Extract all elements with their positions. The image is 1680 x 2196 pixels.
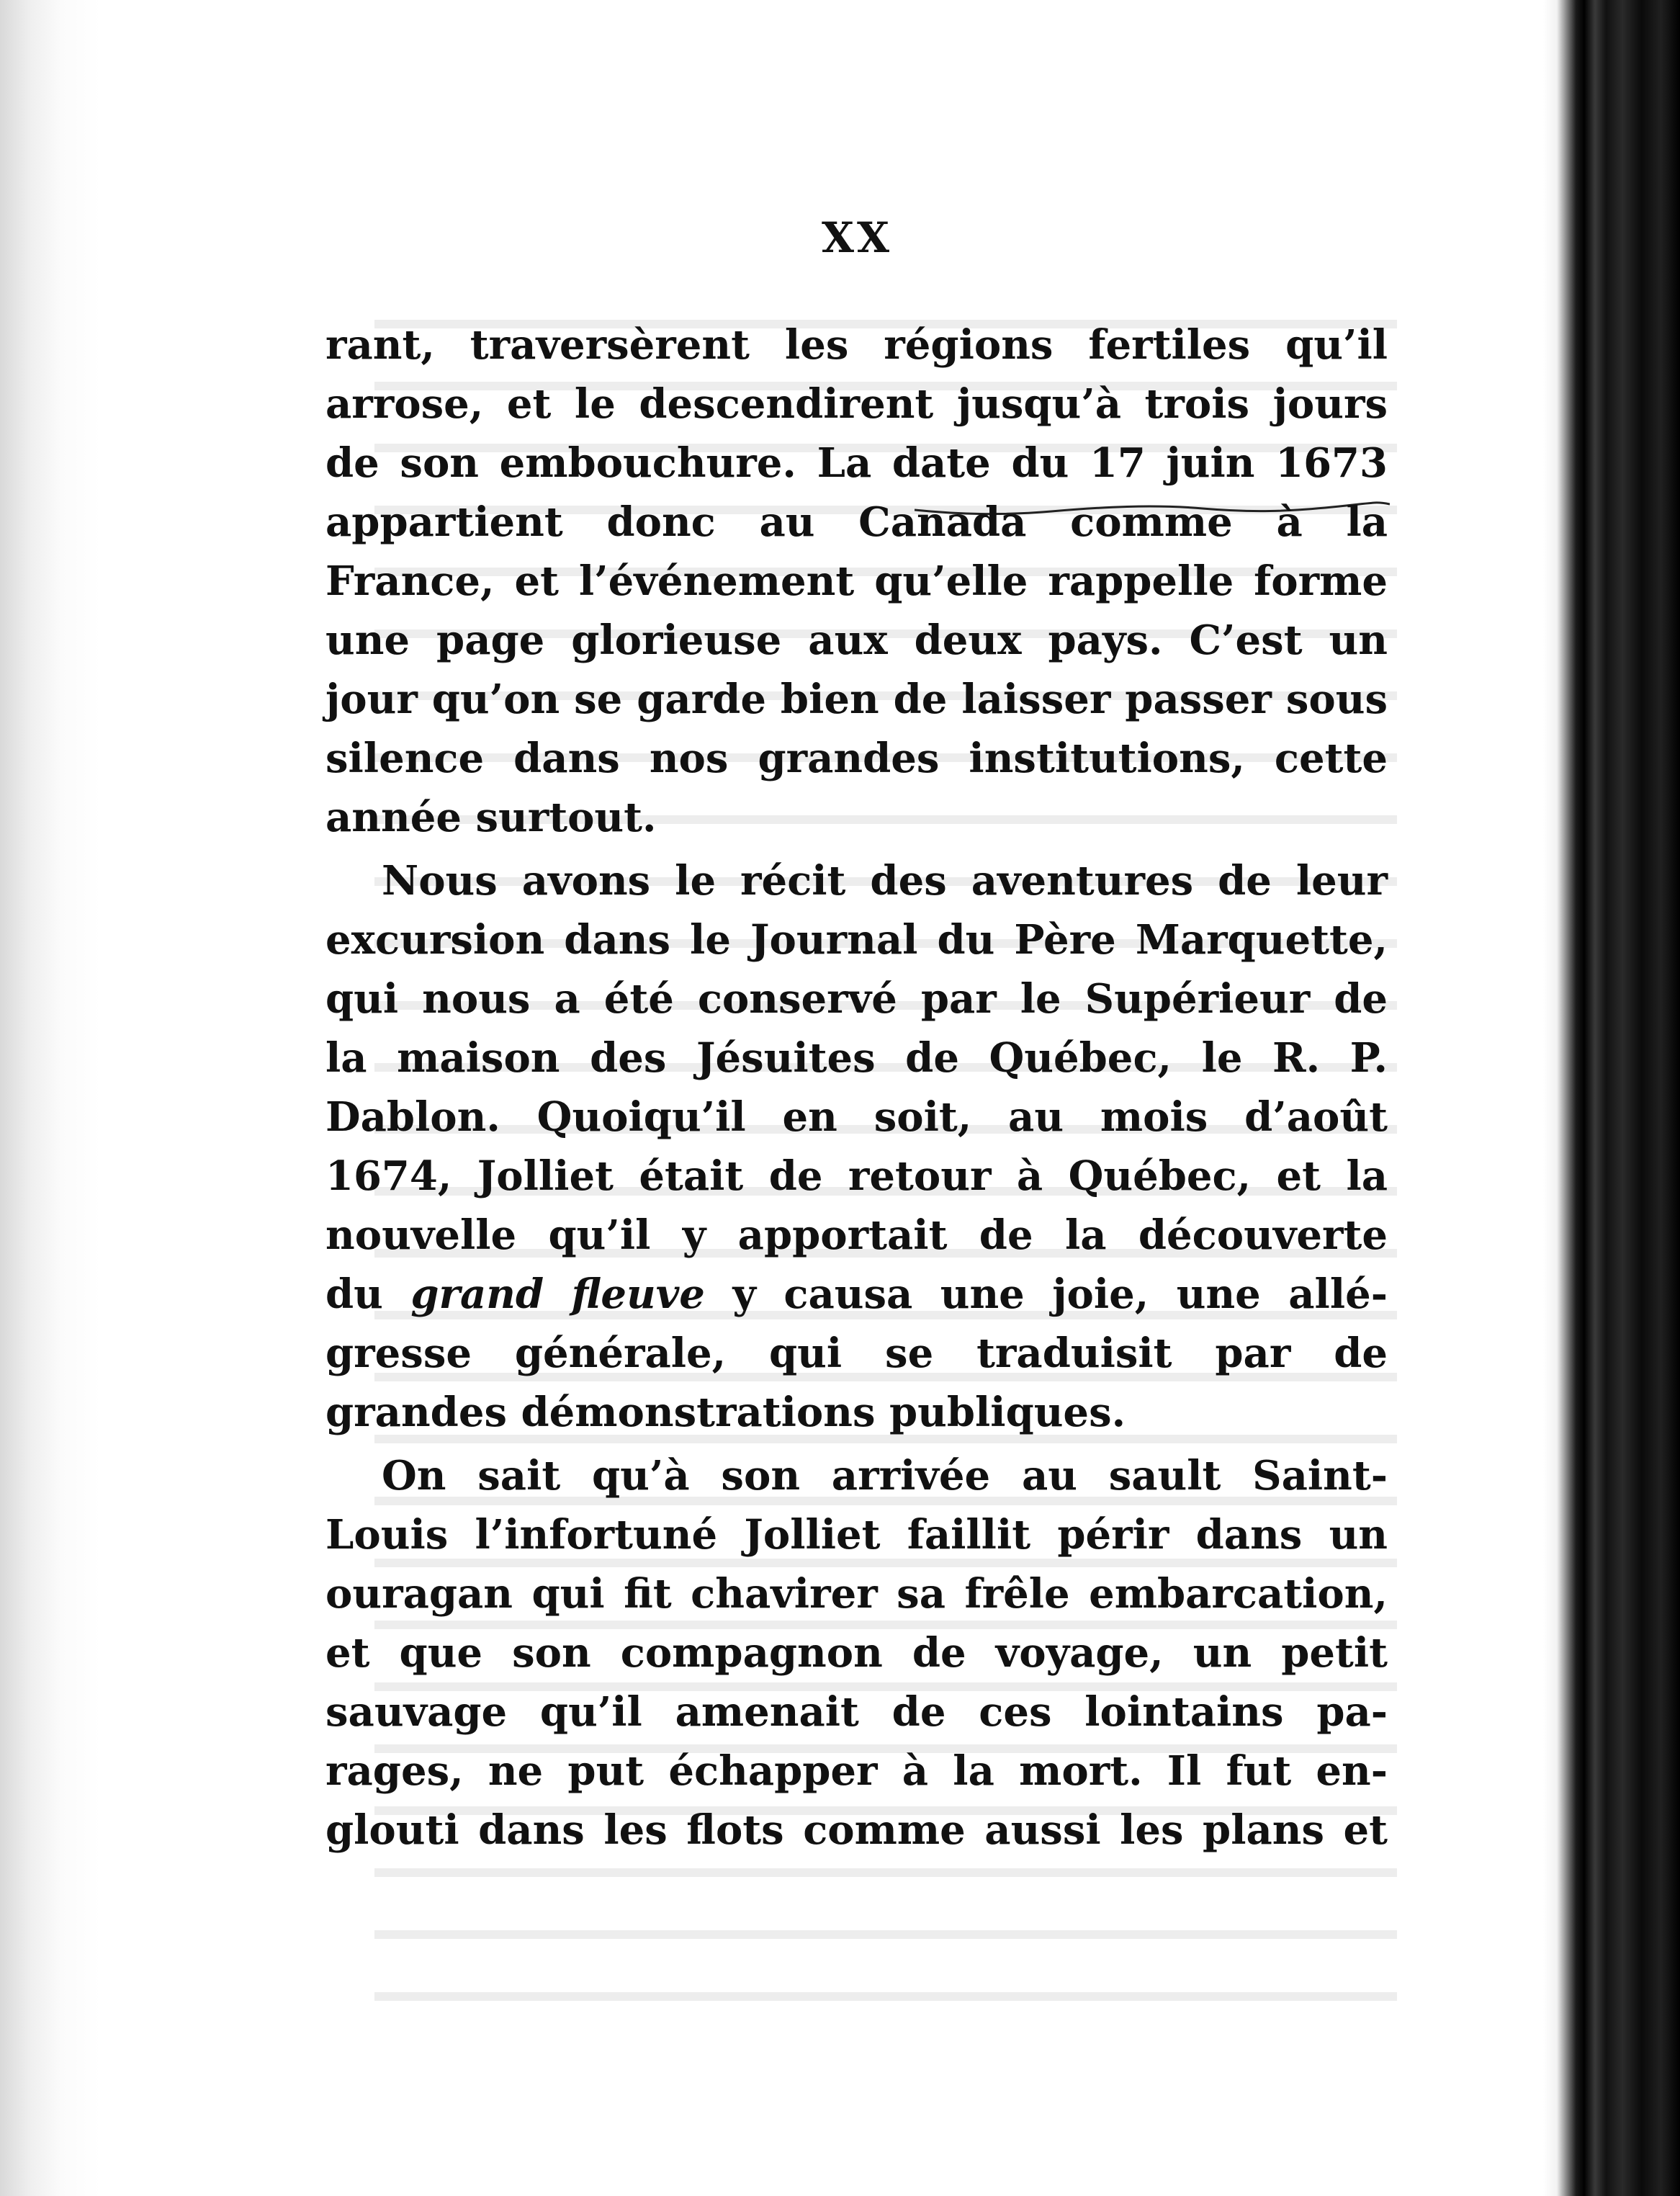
text-line: la maison des Jésuites de Québec, le R. P. <box>325 1034 1388 1082</box>
text-line: Nous avons le récit des aventures de leur <box>382 857 1388 905</box>
text-fragment: du <box>325 1270 411 1318</box>
text-line-mixed <box>325 1265 1388 1324</box>
body-text <box>325 315 1388 1860</box>
text-line: excursion dans le Journal du Père Marquette, <box>325 916 1388 964</box>
text-line: silence dans nos grandes institutions, cette <box>325 735 1388 782</box>
text-line: sauvage qu’il amenait de ces lointains pa- <box>325 1688 1388 1736</box>
page-number: XX <box>821 213 892 262</box>
text-line: une page glorieuse aux deux pays. C’est un <box>325 617 1388 664</box>
text-line: grandes démonstrations publiques. <box>325 1389 1126 1436</box>
text-line: arrose, et le descendirent jusqu’à trois jours <box>325 380 1388 428</box>
text-line: France, et l’événement qu’elle rappelle forme <box>325 557 1388 605</box>
italic-phrase: grand fleuve <box>410 1270 705 1318</box>
text-line: nouvelle qu’il y apportait de la découverte <box>325 1211 1388 1259</box>
text-line: ouragan qui fit chavirer sa frêle embarcation, <box>325 1570 1388 1618</box>
text-line: et que son compagnon de voyage, un petit <box>325 1629 1388 1677</box>
text-line: qui nous a été conservé par le Supérieur de <box>325 975 1388 1023</box>
text-line: rant, traversèrent les régions fertiles qu’il <box>325 321 1388 369</box>
text-line: appartient donc au Canada comme à la <box>325 498 1388 546</box>
text-line: année surtout. <box>325 794 657 841</box>
text-line: Louis l’infortuné Jolliet faillit périr dans un <box>325 1511 1388 1559</box>
text-line: 1674, Jolliet était de retour à Québec, et la <box>325 1152 1388 1200</box>
text-line: gresse générale, qui se traduisit par de <box>325 1330 1388 1377</box>
text-fragment: y causa une joie, une allé- <box>704 1270 1388 1318</box>
text-line: rages, ne put échapper à la mort. Il fut en- <box>325 1747 1388 1795</box>
text-line: Dablon. Quoiqu’il en soit, au mois d’août <box>325 1093 1388 1141</box>
text-line: de son embouchure. La date du 17 juin 1673 <box>325 439 1388 487</box>
text-line: glouti dans les flots comme aussi les plans et <box>325 1806 1388 1854</box>
text-line: On sait qu’à son arrivée au sault Saint- <box>382 1452 1388 1500</box>
text-line: jour qu’on se garde bien de laisser passer sous <box>325 676 1388 723</box>
